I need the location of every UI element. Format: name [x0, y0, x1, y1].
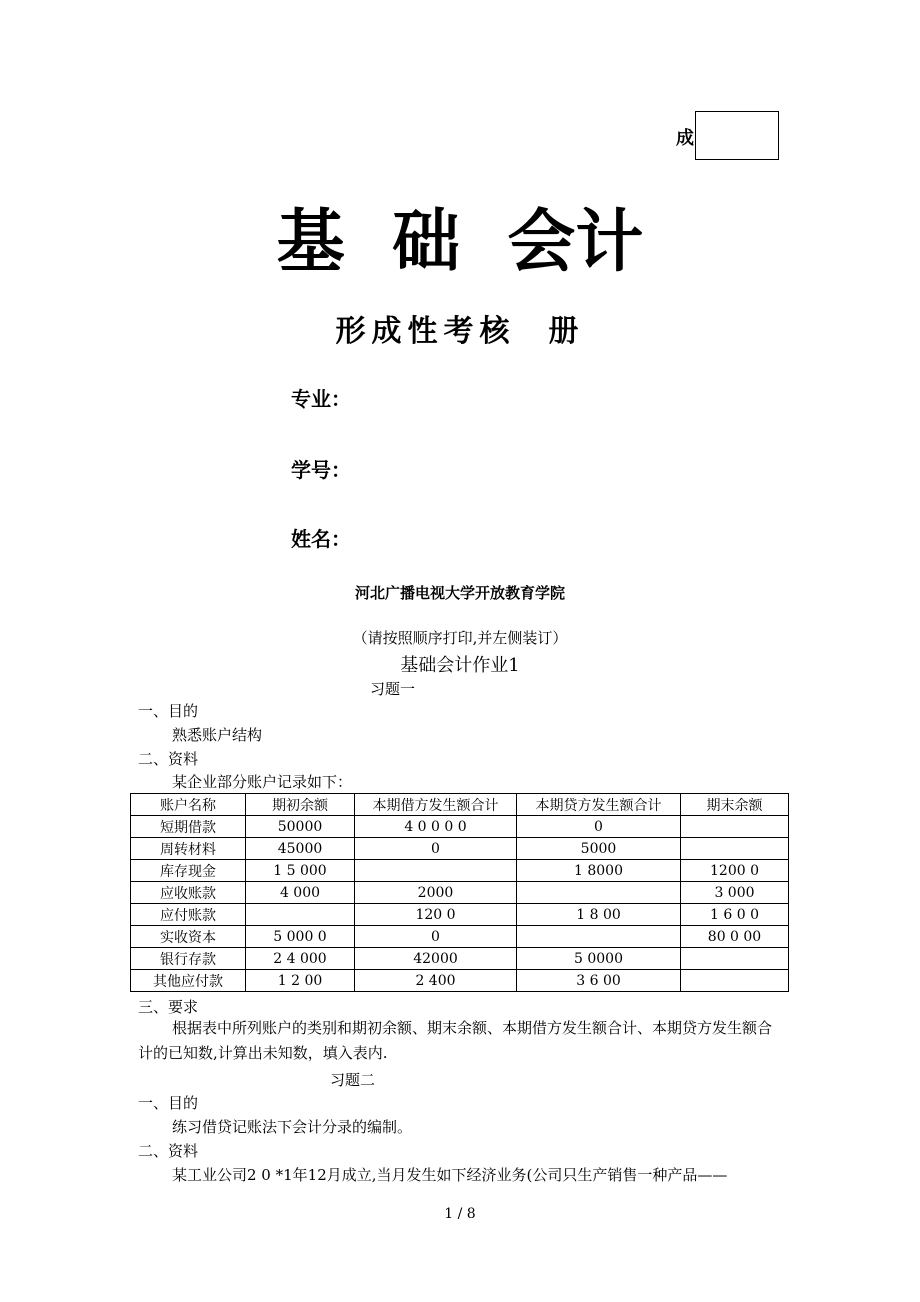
table-cell: 应付账款 [131, 904, 246, 926]
table-cell: 5 0000 [517, 948, 681, 970]
ex1-section1-text: 熟悉账户结构 [172, 726, 263, 744]
table-row [131, 948, 789, 970]
ex2-section1-heading: 一、目的 [138, 1094, 199, 1112]
table-cell [681, 970, 789, 992]
table-cell: 1 8 00 [517, 904, 681, 926]
field-major: 专业： [291, 387, 351, 411]
exercise2-title: 习题二 [330, 1071, 376, 1089]
ex2-section2-heading: 二、资料 [138, 1142, 199, 1160]
table-cell: 1200 0 [681, 860, 789, 882]
score-label: 成 [676, 128, 694, 149]
table-row [131, 860, 789, 882]
table-cell: 银行存款 [131, 948, 246, 970]
table-cell: 42000 [355, 948, 517, 970]
table-cell [681, 838, 789, 860]
table-cell: 应收账款 [131, 882, 246, 904]
table-cell: 短期借款 [131, 816, 246, 838]
ex2-section1-text: 练习借贷记账法下会计分录的编制。 [172, 1118, 413, 1136]
table-cell: 其他应付款 [131, 970, 246, 992]
table-cell [355, 860, 517, 882]
table-cell: 0 [517, 816, 681, 838]
table-cell: 0 [355, 838, 517, 860]
ex1-section1-heading: 一、目的 [138, 702, 199, 720]
ex2-section2-text: 某工业公司2 0 *1年12月成立,当月发生如下经济业务(公司只生产销售一种产品—— [172, 1166, 728, 1184]
table-cell: 1 2 00 [246, 970, 355, 992]
ex1-section3-text: 根据表中所列账户的类别和期初余额、期末余额、本期借方发生额合计、本期贷方发生额合计的已知数,计算出未知数，填入表内. [138, 1019, 773, 1062]
table-cell: 3 6 00 [517, 970, 681, 992]
table-row [131, 904, 789, 926]
table-cell: 1 5 000 [246, 860, 355, 882]
page-number: 1 / 8 [444, 1206, 476, 1222]
table-cell: 2 4 000 [246, 948, 355, 970]
table-cell: 50000 [246, 816, 355, 838]
ex1-section2-heading: 二、资料 [138, 750, 199, 768]
table-row [131, 882, 789, 904]
table-cell: 2 400 [355, 970, 517, 992]
table-cell: 80 0 00 [681, 926, 789, 948]
table-cell: 3 000 [681, 882, 789, 904]
table-header-cell: 期初余额 [246, 794, 355, 816]
table-cell [517, 926, 681, 948]
table-cell [246, 904, 355, 926]
table-row [131, 970, 789, 992]
table-cell: 1 6 0 0 [681, 904, 789, 926]
sub-title: 形成性考核 册 [335, 314, 585, 349]
table-header-cell: 账户名称 [131, 794, 246, 816]
field-name: 姓名： [291, 527, 351, 551]
table-cell: 周转材料 [131, 838, 246, 860]
ex1-section2-text: 某企业部分账户记录如下： [172, 773, 353, 791]
table-cell: 1 8000 [517, 860, 681, 882]
main-title: 基 础 会计 [276, 203, 644, 282]
table-cell: 45000 [246, 838, 355, 860]
table-header-cell: 期末余额 [681, 794, 789, 816]
table-cell: 2000 [355, 882, 517, 904]
table-header-cell: 本期借方发生额合计 [355, 794, 517, 816]
print-notice: （请按照顺序打印,并左侧装订） [352, 629, 568, 647]
field-student-id: 学号： [291, 458, 351, 482]
table-row [131, 838, 789, 860]
table-cell: 库存现金 [131, 860, 246, 882]
accounts-table [130, 793, 789, 992]
school-name: 河北广播电视大学开放教育学院 [354, 584, 565, 602]
table-cell: 5 000 0 [246, 926, 355, 948]
homework-title: 基础会计作业1 [400, 655, 520, 676]
table-cell: 120 0 [355, 904, 517, 926]
score-box [695, 111, 779, 160]
table-header-cell: 本期贷方发生额合计 [517, 794, 681, 816]
table-cell: 4 000 [246, 882, 355, 904]
table-row [131, 816, 789, 838]
table-cell: 4 0 0 0 0 [355, 816, 517, 838]
table-cell [681, 816, 789, 838]
table-row [131, 926, 789, 948]
exercise1-title: 习题一 [370, 680, 416, 698]
table-cell: 5000 [517, 838, 681, 860]
table-cell: 0 [355, 926, 517, 948]
table-cell [517, 882, 681, 904]
table-header-row [131, 794, 789, 816]
table-cell: 实收资本 [131, 926, 246, 948]
table-cell [681, 948, 789, 970]
ex1-section3-heading: 三、要求 [138, 998, 199, 1016]
